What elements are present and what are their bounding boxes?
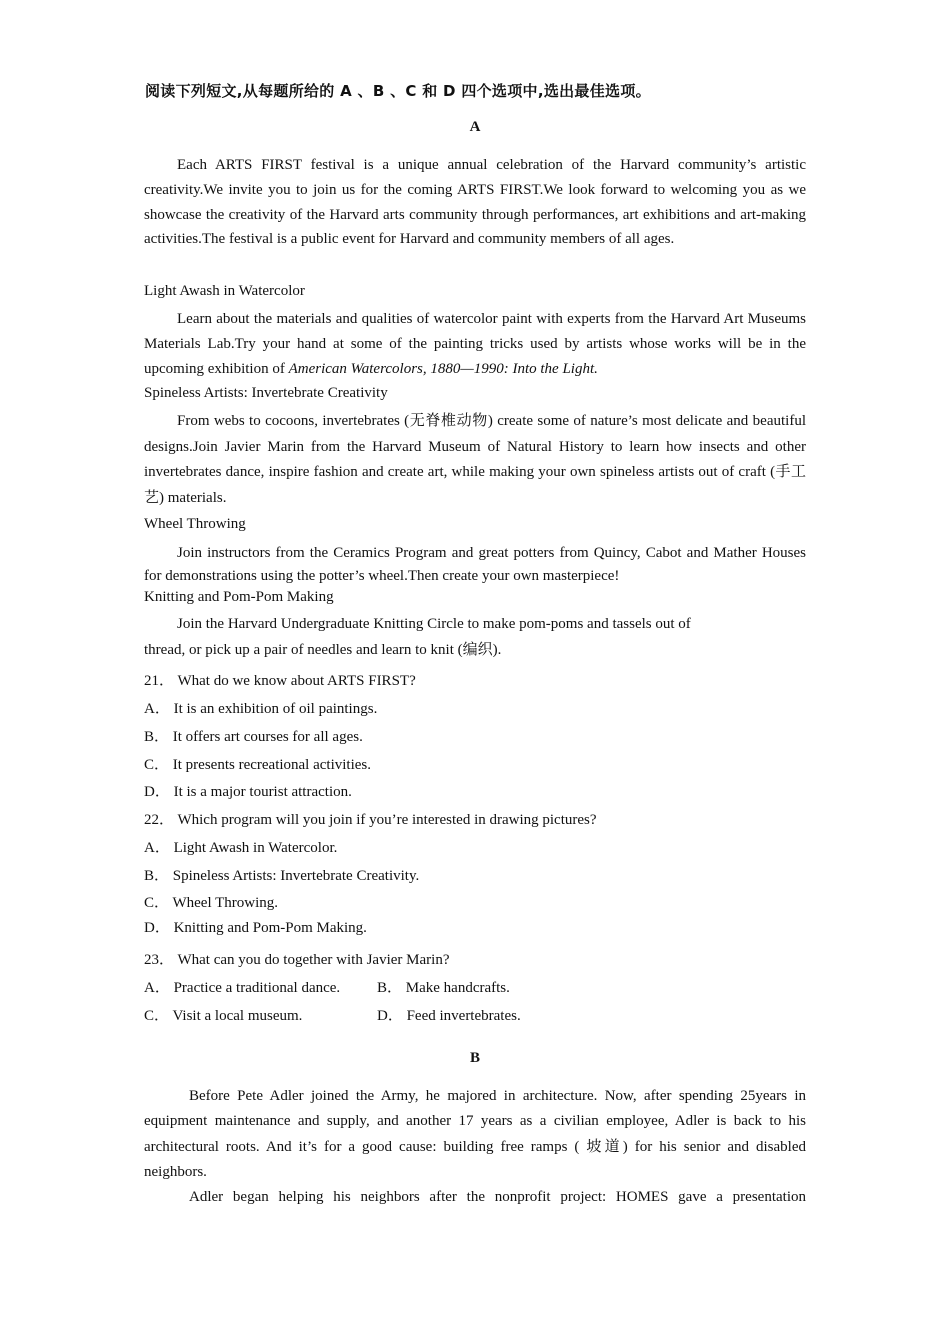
- program-text-watercolor-body: Learn about the materials and qualities of watercolor paint with experts from the Harvard Art Museums Materials Lab.Try your hand at some of the painting tricks used by artists whose works will be in the upcoming exhibition of: [144, 311, 806, 377]
- exhibition-title: American Watercolors, 1880—1990: Into the Light.: [288, 360, 598, 377]
- question-21-option-a: A． It is an exhibition of oil paintings.: [144, 701, 378, 717]
- question-21-option-b: B． It offers art courses for all ages.: [144, 729, 363, 745]
- program-text-spineless: From webs to cocoons, invertebrates (无脊椎动物) create some of nature’s most delicate and beautiful designs.Join Javier Marin from the Harvard Museum of Natural History to learn how insects and other invertebrates dance, inspire fashion and create art, while making your own spineless artists out of craft (手工艺) materials.: [144, 413, 806, 506]
- question-21-option-d: D． It is a major tourist attraction.: [144, 784, 352, 800]
- program-text-watercolor: [144, 307, 806, 381]
- question-21-option-c: C． It presents recreational activities.: [144, 757, 371, 773]
- question-21-stem: 21． What do we know about ARTS FIRST?: [144, 673, 416, 689]
- question-23-option-b: B． Make handcrafts.: [377, 980, 510, 996]
- program-text-knitting-line2: thread, or pick up a pair of needles and learn to knit (编织).: [144, 642, 502, 658]
- question-23-option-d: D． Feed invertebrates.: [377, 1008, 521, 1024]
- question-23-option-a: A． Practice a traditional dance.: [144, 980, 341, 996]
- program-text-wheel: Join instructors from the Ceramics Program and great potters from Quincy, Cabot and Mather Houses for demonstrations using the potter’s wheel.Then create your own masterpiece!: [144, 545, 806, 584]
- section-b-heading: B: [469, 1050, 480, 1066]
- passage-b-para1: Before Pete Adler joined the Army, he majored in architecture. Now, after spending 25years in equipment maintenance and supply, and another 17 years as a civilian employee, Adler is back to his architectural roots. And it’s for a good cause: building free ramps ( 坡道) for his senior and disabled neighbors.: [144, 1088, 806, 1180]
- section-a-heading: A: [469, 119, 481, 135]
- question-22-option-d: D． Knitting and Pom-Pom Making.: [144, 920, 367, 936]
- instruction-text: 阅读下列短文,从每题所给的 A 、B 、C 和 D 四个选项中,选出最佳选项。: [145, 82, 651, 100]
- question-23-stem: 23． What can you do together with Javier Marin?: [144, 952, 450, 968]
- passage-b-para2: Adler began helping his neighbors after the nonprofit project: HOMES gave a presentation: [189, 1189, 806, 1205]
- question-22-stem: 22． Which program will you join if you’re interested in drawing pictures?: [144, 812, 597, 828]
- program-title-knitting: Knitting and Pom-Pom Making: [144, 589, 334, 605]
- passage-a-intro: Each ARTS FIRST festival is a unique annual celebration of the Harvard community’s artistic creativity.We invite you to join us for the coming ARTS FIRST.We look forward to welcoming you as we showcase the creativity of the Harvard arts community through performances, art exhibitions and art-making activities.The festival is a public event for Harvard and community members of all ages.: [144, 157, 806, 248]
- program-title-watercolor: Light Awash in Watercolor: [144, 283, 305, 299]
- program-title-spineless: Spineless Artists: Invertebrate Creativity: [144, 385, 388, 401]
- program-text-knitting-line1: Join the Harvard Undergraduate Knitting Circle to make pom-poms and tassels out of: [177, 616, 691, 632]
- program-title-wheel: Wheel Throwing: [144, 516, 246, 532]
- question-22-option-a: A． Light Awash in Watercolor.: [144, 840, 338, 856]
- question-23-option-c: C． Visit a local museum.: [144, 1008, 303, 1024]
- question-22-option-c: C． Wheel Throwing.: [144, 895, 279, 911]
- question-22-option-b: B． Spineless Artists: Invertebrate Creativity.: [144, 868, 420, 884]
